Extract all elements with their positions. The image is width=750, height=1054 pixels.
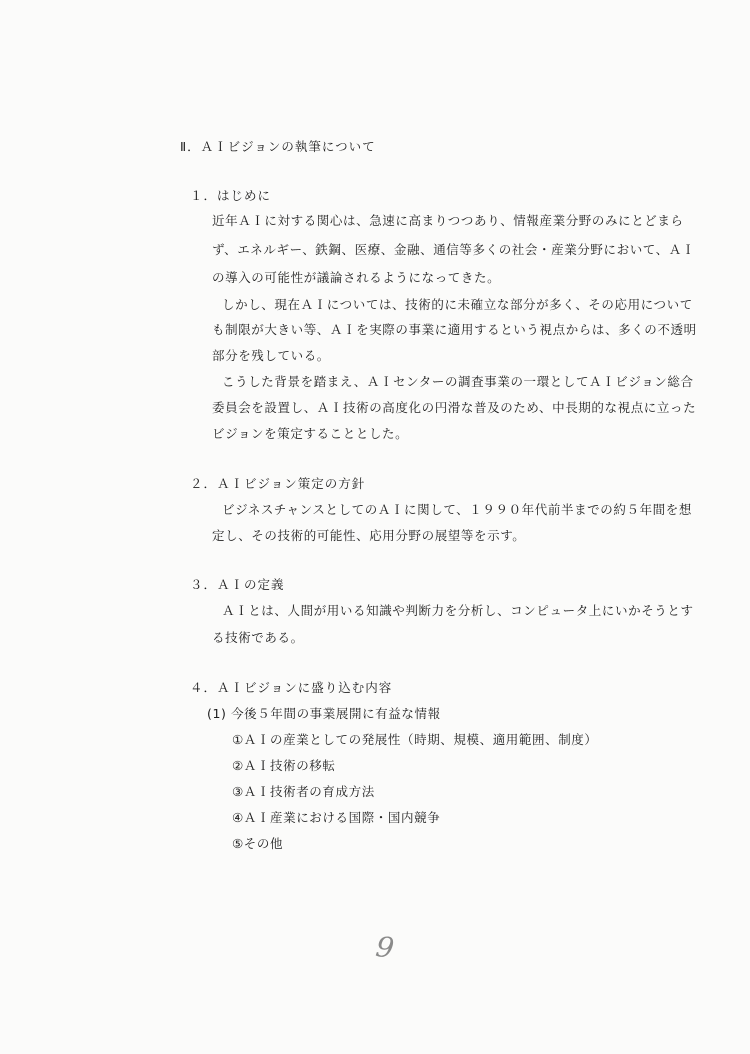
section-4-item-1: ①ＡＩの産業としての発展性（時期、規模、適用範囲、制度）: [232, 732, 598, 747]
section-title: Ⅱ．ＡＩビジョンの執筆について: [180, 139, 376, 154]
section-3-line-1: ＡＩとは、人間が用いる知識や判断力を分析し、コンピュータ上にいかそうとす: [222, 603, 694, 618]
section-1-line-7: こうした背景を踏まえ、ＡＩセンターの調査事業の一環としてＡＩビジョン総合: [222, 374, 694, 389]
section-2-line-1: ビジネスチャンスとしてのＡＩに関して、１９９０年代前半までの約５年間を想: [222, 502, 692, 517]
section-1-line-1: 近年ＡＩに対する関心は、急速に高まりつつあり、情報産業分野のみにとどまら: [212, 213, 684, 228]
section-4-sub-heading: (1) 今後５年間の事業展開に有益な情報: [207, 706, 441, 721]
section-2-line-2: 定し、その技術的可能性、応用分野の展望等を示す。: [212, 528, 526, 543]
section-4-item-4: ④ＡＩ産業における国際・国内競争: [232, 810, 441, 825]
section-4-item-3: ③ＡＩ技術者の育成方法: [232, 784, 375, 799]
section-2-heading: ２．ＡＩビジョン策定の方針: [190, 476, 366, 491]
section-4-heading: ４．ＡＩビジョンに盛り込む内容: [190, 680, 393, 695]
section-1-heading: １．はじめに: [190, 188, 272, 203]
section-1-line-9: ビジョンを策定することとした。: [212, 426, 409, 441]
section-4-item-5: ⑤その他: [232, 836, 284, 851]
section-4-item-2: ②ＡＩ技術の移転: [232, 758, 336, 773]
page-number: 9: [373, 929, 397, 966]
section-1-line-5: も制限が大きい等、ＡＩを実際の事業に適用するという視点からは、多くの不透明: [212, 322, 697, 337]
section-3-heading: ３．ＡＩの定義: [190, 577, 285, 592]
section-1-line-6: 部分を残している。: [212, 348, 330, 363]
section-1-line-8: 委員会を設置し、ＡＩ技術の高度化の円滑な普及のため、中長期的な視点に立った: [212, 400, 697, 415]
section-1-line-3: の導入の可能性が議論されるようになってきた。: [212, 270, 501, 285]
section-1-line-2: ず、エネルギー、鉄鋼、医療、金融、通信等多くの社会・産業分野において、ＡＩ: [212, 242, 695, 257]
section-3-line-2: る技術である。: [212, 630, 304, 645]
section-1-line-4: しかし、現在ＡＩについては、技術的に未確立な部分が多く、その応用について: [222, 297, 693, 312]
